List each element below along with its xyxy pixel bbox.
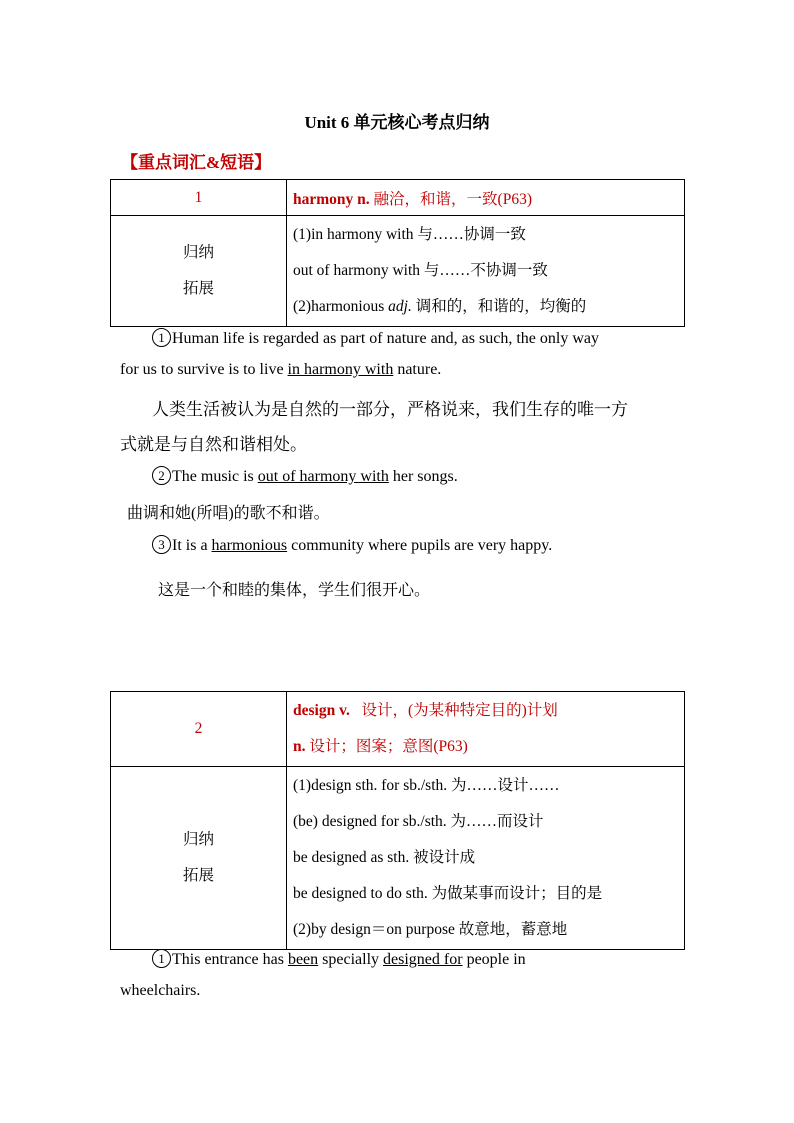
expansion-line: (2)by design＝on purpose 故意地，蓄意地	[293, 921, 568, 938]
expansion-cell	[287, 216, 685, 327]
example-sentence-cont: wheelchairs.	[120, 982, 201, 999]
vocab-table-1	[110, 179, 685, 327]
translation: 人类生活被认为是自然的一部分，严格说来，我们生存的唯一方	[152, 400, 628, 419]
entry-number: 2	[111, 692, 287, 767]
headword-line	[293, 693, 683, 729]
expansion-text: 调和的，和谐的，均衡的	[411, 298, 587, 315]
expansion-line: (be) designed for sb./sth. 为……而设计	[293, 813, 544, 830]
headword: harmony n.	[293, 190, 370, 208]
expansion-text: (2)harmonious	[293, 298, 389, 315]
part-of-speech: adj.	[388, 298, 412, 315]
example-number: 1	[152, 328, 171, 347]
vocab-table-2	[110, 691, 685, 950]
example-number: 1	[152, 949, 171, 968]
section-heading: 【重点词汇&短语】	[121, 153, 272, 172]
example-sentence	[152, 328, 599, 348]
headword-meaning: 设计，(为某种特定目的)计划	[361, 702, 558, 719]
key-phrase: been	[287, 951, 319, 968]
headword-pos: n.	[293, 738, 306, 755]
headword: design v.	[293, 702, 350, 719]
example-text: It is a	[172, 537, 212, 554]
entry-number: 1	[111, 180, 287, 216]
example-text: people in	[462, 951, 526, 968]
label-line: 归纳	[182, 244, 214, 261]
example-text: her songs.	[388, 468, 458, 485]
label-line: 拓展	[182, 280, 214, 297]
key-phrase: out of harmony with	[257, 468, 389, 485]
example-text: The music is	[172, 468, 258, 485]
expansion-line: be designed to do sth. 为做某事而设计；目的是	[293, 885, 603, 902]
example-text: Human life is regarded as part of nature and, as such, the only way	[172, 330, 599, 347]
key-phrase: in harmony with	[287, 361, 394, 378]
expansion-cell	[287, 767, 685, 950]
translation: 式就是与自然和谐相处。	[120, 435, 307, 454]
label-line: 归纳	[182, 831, 214, 848]
example-text: nature.	[393, 361, 442, 378]
label-cell	[111, 216, 287, 327]
headword-line	[293, 729, 683, 765]
entry-headword-cell	[287, 180, 685, 216]
expansion-line: be designed as sth. 被设计成	[293, 849, 476, 866]
headword-meaning: 设计；图案；意图(P63)	[309, 738, 468, 755]
translation: 这是一个和睦的集体，学生们很开心。	[158, 582, 431, 599]
example-text: specially	[318, 951, 384, 968]
label-line: 拓展	[182, 867, 214, 884]
example-number: 3	[152, 535, 171, 554]
example-sentence	[152, 535, 552, 555]
example-text: This entrance has	[172, 951, 288, 968]
headword-meaning: 融洽，和谐，一致(P63)	[373, 190, 532, 208]
key-phrase: harmonious	[211, 537, 288, 554]
translation: 曲调和她(所唱)的歌不和谐。	[127, 505, 330, 522]
label-cell	[111, 767, 287, 950]
example-sentence	[152, 949, 526, 969]
expansion-line: (1)in harmony with 与……协调一致	[293, 226, 526, 243]
entry-headword-cell	[287, 692, 685, 767]
example-sentence-cont	[120, 361, 441, 379]
expansion-line	[293, 289, 683, 325]
expansion-line: (1)design sth. for sb./sth. 为……设计……	[293, 777, 560, 794]
example-text: community where pupils are very happy.	[287, 537, 553, 554]
page-title: Unit 6 单元核心考点归纳	[304, 113, 490, 132]
example-number: 2	[152, 466, 171, 485]
example-text: for us to survive is to live	[120, 361, 288, 378]
example-sentence	[152, 466, 458, 486]
key-phrase: designed for	[383, 951, 463, 968]
expansion-line: out of harmony with 与……不协调一致	[293, 262, 548, 279]
